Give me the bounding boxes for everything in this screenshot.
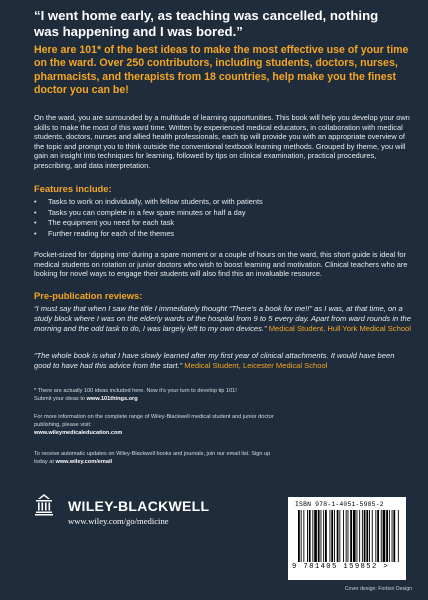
review-source: Medical Student, Hull York Medical School	[268, 323, 411, 333]
cover-quote: “I went home early, as teaching was cancelled, nothing was happening and I was bored.”	[34, 8, 379, 39]
barcode-bar	[330, 510, 331, 562]
barcode-bar	[318, 510, 320, 562]
barcode-bar	[334, 510, 335, 562]
barcode-bar	[357, 510, 358, 562]
barcode-bar	[392, 510, 393, 562]
barcode-bar	[381, 510, 382, 562]
barcode-bar	[339, 510, 340, 562]
barcode-bar	[362, 510, 363, 562]
barcode-bar	[383, 510, 386, 562]
barcode-bar	[325, 510, 327, 562]
barcode-bar	[314, 510, 317, 562]
barcode-bar	[366, 510, 368, 562]
intro-paragraph: On the ward, you are surrounded by a multitude of learning opportunities. This book will help you develop your own skills to make the most of this ward time. Written by experienced medical educators, in collaboration with medical students, doctors, nurses and allied health professionals, each tip will provide you with an appropriate overview of the topic and prompt you to think outside the conventional textbook learning methods. Grouped by theme, you will gain an insight into techniques for learning, followed by tips on clinical examination, practical procedures, prescribing, and data interpretation.	[34, 113, 410, 170]
publisher-name: WILEY-BLACKWELL	[68, 498, 210, 514]
barcode-bar	[350, 510, 352, 562]
barcode-bar	[398, 510, 399, 562]
barcode-bar	[372, 510, 373, 562]
barcode-bar	[337, 510, 339, 562]
barcode-bar	[298, 510, 300, 562]
list-item: • The equipment you need for each task	[34, 218, 175, 228]
footnote-line: * There are actually 100 ideas included here. Now it’s your turn to develop tip 101!	[34, 388, 237, 394]
cover-credit: Cover design: Fortiori Design	[344, 586, 412, 592]
publisher-url: www.wiley.com/go/medicine	[68, 516, 169, 526]
bullet-icon: •	[34, 228, 37, 238]
info-text: For more information on the complete range of Wiley-Blackwell medical student and junior doctor publishing, please visit:	[34, 414, 274, 428]
review-text: “I must say that when I saw the title I immediately thought “There’s a book for me!!” as I was, at that time, on a study block where I was on the elderly wards of the hospital from 9 to 5 every day. Apart from ward rounds in the morning and the odd task to do, I was largely left to my own devices.”	[34, 304, 411, 333]
barcode-bar	[348, 510, 349, 562]
pocket-paragraph: Pocket-sized for ‘dipping into’ during a spare moment or a couple of hours on the ward, this short guide is ideal for medical students on rotation or junior doctors who wish to boost learning and motivation. Clinical teachers who are looking for novel ways to engage their students will also find this an invaluable resource.	[34, 250, 408, 279]
barcode-bar	[359, 510, 360, 562]
features-list	[34, 197, 404, 239]
footnote-submit: Submit your ideas to www.101things.org	[34, 395, 138, 402]
barcode-bar	[386, 510, 388, 562]
barcode-bar	[389, 510, 390, 562]
bullet-icon: •	[34, 218, 37, 228]
pitch-text: Here are 101* of the best ideas to make the most effective use of your time on the ward. Over 250 contributors, including students, doctors, nurses, pharmacists, and therapists from 18 countries, help make you the finest doctor you can be!	[34, 44, 409, 97]
review-quote	[34, 304, 412, 333]
barcode-bar	[393, 510, 395, 562]
info-link: www.wileymedicaleducation.com	[34, 429, 123, 436]
list-item: • Tasks you can complete in a few spare minutes or half a day	[34, 207, 246, 217]
barcode-number: 9 781405 159852 >	[292, 563, 390, 571]
footnote	[34, 388, 274, 404]
bullet-icon: •	[34, 197, 37, 206]
review-text: “The whole book is what I have slowly learned after my first year of clinical attachments. It would have been good to have had this advice from the start.”	[34, 351, 395, 370]
list-item: • Further reading for each of the themes	[34, 228, 175, 238]
info-block	[34, 414, 274, 437]
barcode-bar	[364, 510, 366, 562]
barcode-bar	[346, 510, 347, 562]
barcode-bar	[303, 510, 304, 562]
updates-text: To receive automatic updates on Wiley-Blackwell books and journals, join our email list. Sign up today at	[34, 451, 271, 465]
barcode-bar	[323, 510, 324, 562]
review-source: Medical Student, Leicester Medical School	[184, 360, 328, 370]
barcode-bar	[377, 510, 379, 562]
submit-link: www.101things.org	[86, 395, 138, 402]
features-heading: Features include:	[34, 183, 112, 194]
barcode-bar	[331, 510, 333, 562]
barcode-bar	[375, 510, 376, 562]
barcode-bar	[369, 510, 370, 562]
updates-link: www.wiley.com/email	[55, 458, 113, 465]
barcode-bar	[343, 510, 344, 562]
barcode-bar	[309, 510, 311, 562]
barcode-bar	[312, 510, 313, 562]
list-item: • Tasks to work on individually, with fellow students, or with patients	[34, 197, 263, 206]
review-quote	[34, 351, 412, 371]
barcode-bar	[301, 510, 302, 562]
isbn-label: ISBN 978-1-4051-5985-2	[295, 501, 384, 508]
barcode-icon	[297, 510, 400, 562]
updates-block	[34, 451, 274, 467]
reviews-heading: Pre-publication reviews:	[34, 290, 143, 301]
barcode-bar	[353, 510, 356, 562]
barcode-bar	[321, 510, 322, 562]
bullet-icon: •	[34, 207, 37, 217]
barcode-bar	[307, 510, 308, 562]
